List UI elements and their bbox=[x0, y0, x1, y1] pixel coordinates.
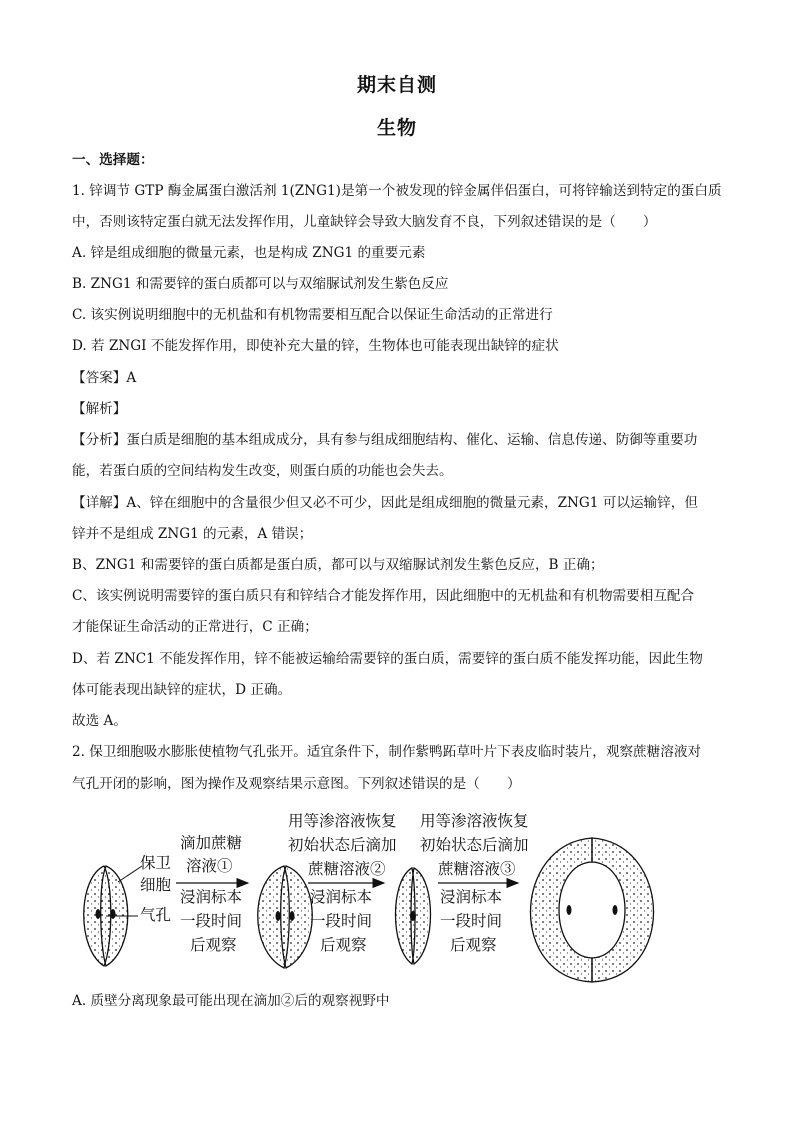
step-1-text bbox=[180, 834, 242, 954]
label-pore: 气孔 bbox=[140, 906, 172, 924]
q1-stem-line-2: 中，否则该特定蛋白就无法发挥作用，儿童缺锌会导致大脑发育不良，下列叙述错误的是（ ） bbox=[72, 214, 657, 230]
q1-fenxi-line-2: 能，若蛋白质的空间结构发生改变，则蛋白质的功能也会失去。 bbox=[72, 463, 453, 479]
svg-text:初始状态后滴加: 初始状态后滴加 bbox=[288, 836, 397, 854]
q2-option-a: A. 质壁分离现象最可能出现在滴加②后的观察视野中 bbox=[72, 993, 390, 1009]
q1-answer: 【答案】A bbox=[72, 370, 137, 386]
q1-option-c: C. 该实例说明细胞中的无机盐和有机物需要相互配合以保证生命活动的正常进行 bbox=[72, 307, 553, 323]
section-heading: 一、选择题： bbox=[72, 152, 154, 168]
svg-text:浸润标本: 浸润标本 bbox=[440, 888, 503, 906]
svg-text:用等渗溶液恢复: 用等渗溶液恢复 bbox=[420, 812, 529, 830]
stoma-after-solution-2 bbox=[396, 868, 431, 964]
q1-xiangjie-line-1: 【详解】A、锌在细胞中的含量很少但又必不可少，因此是组成细胞的微量元素，ZNG1 可以运输锌，但 bbox=[72, 495, 698, 511]
page-subject: 生物 bbox=[376, 117, 417, 139]
q1-analysis-tag: 【解析】 bbox=[72, 401, 127, 417]
q2-stem-line-1: 2. 保卫细胞吸水膨胀使植物气孔张开。适宜条件下，制作紫鸭跖草叶片下表皮临时装片，观察蔗糖溶液对 bbox=[72, 744, 702, 760]
svg-text:用等渗溶液恢复: 用等渗溶液恢复 bbox=[288, 812, 397, 830]
label-guard-cell-2: 细胞 bbox=[140, 876, 172, 894]
svg-text:浸润标本: 浸润标本 bbox=[310, 888, 373, 906]
page-title: 期末自测 bbox=[356, 74, 437, 96]
svg-text:浸润标本: 浸润标本 bbox=[180, 888, 243, 906]
q1-fenxi-line-1: 【分析】蛋白质是细胞的基本组成成分，具有参与组成细胞结构、催化、运输、信息传递、防御等重要功 bbox=[72, 432, 698, 448]
svg-text:后观察: 后观察 bbox=[320, 936, 367, 954]
stoma-after-solution-1 bbox=[258, 866, 313, 968]
svg-text:蔗糖溶液②: 蔗糖溶液② bbox=[308, 860, 386, 878]
svg-text:蔗糖溶液③: 蔗糖溶液③ bbox=[438, 860, 516, 878]
svg-text:后观察: 后观察 bbox=[190, 936, 237, 954]
q1-xiangjie-d-2: 体可能表现出缺锌的症状，D 正确。 bbox=[72, 682, 292, 698]
q2-stem-line-2: 气孔开闭的影响，图为操作及观察结果示意图。下列叙述错误的是（ ） bbox=[72, 776, 521, 792]
svg-text:一段时间: 一段时间 bbox=[180, 912, 243, 930]
q1-option-a: A. 锌是组成细胞的微量元素，也是构成 ZNG1 的重要元素 bbox=[72, 245, 426, 261]
svg-text:初始状态后滴加: 初始状态后滴加 bbox=[420, 836, 529, 854]
svg-text:滴加蔗糖: 滴加蔗糖 bbox=[180, 834, 243, 852]
q1-conclusion: 故选 A。 bbox=[72, 713, 127, 729]
q1-xiangjie-c-1: C、该实例说明需要锌的蛋白质只有和锌结合才能发挥作用，因此细胞中的无机盐和有机物需要相互配合 bbox=[72, 588, 695, 604]
svg-text:溶液①: 溶液① bbox=[186, 857, 233, 875]
stomata-diagram bbox=[72, 808, 722, 988]
q1-xiangjie-line-2: 锌并不是组成 ZNG1 的元素，A 错误； bbox=[72, 526, 313, 542]
q1-xiangjie-c-2: 才能保证生命活动的正常进行，C 正确； bbox=[72, 619, 318, 635]
svg-text:后观察: 后观察 bbox=[450, 936, 497, 954]
q1-xiangjie-b: B、ZNG1 和需要锌的蛋白质都是蛋白质，都可以与双缩脲试剂发生紫色反应，B 正确； bbox=[72, 557, 604, 573]
q1-stem-line-1: 1. 锌调节 GTP 酶金属蛋白激活剂 1(ZNG1)是第一个被发现的锌金属伴侣蛋白，可将锌输送到特定的蛋白质 bbox=[72, 183, 722, 199]
q1-option-d: D. 若 ZNGI 不能发挥作用，即使补充大量的锌，生物体也可能表现出缺锌的症状 bbox=[72, 338, 559, 354]
q1-xiangjie-d-1: D、若 ZNC1 不能发挥作用，锌不能被运输给需要锌的蛋白质，需要锌的蛋白质不能发挥功能，因此生物 bbox=[72, 651, 703, 667]
label-guard-cell-1: 保卫 bbox=[140, 854, 172, 872]
svg-text:一段时间: 一段时间 bbox=[440, 912, 503, 930]
svg-text:一段时间: 一段时间 bbox=[310, 912, 373, 930]
stoma-after-solution-3 bbox=[530, 838, 653, 982]
q1-option-b: B. ZNG1 和需要锌的蛋白质都可以与双缩脲试剂发生紫色反应 bbox=[72, 276, 449, 292]
